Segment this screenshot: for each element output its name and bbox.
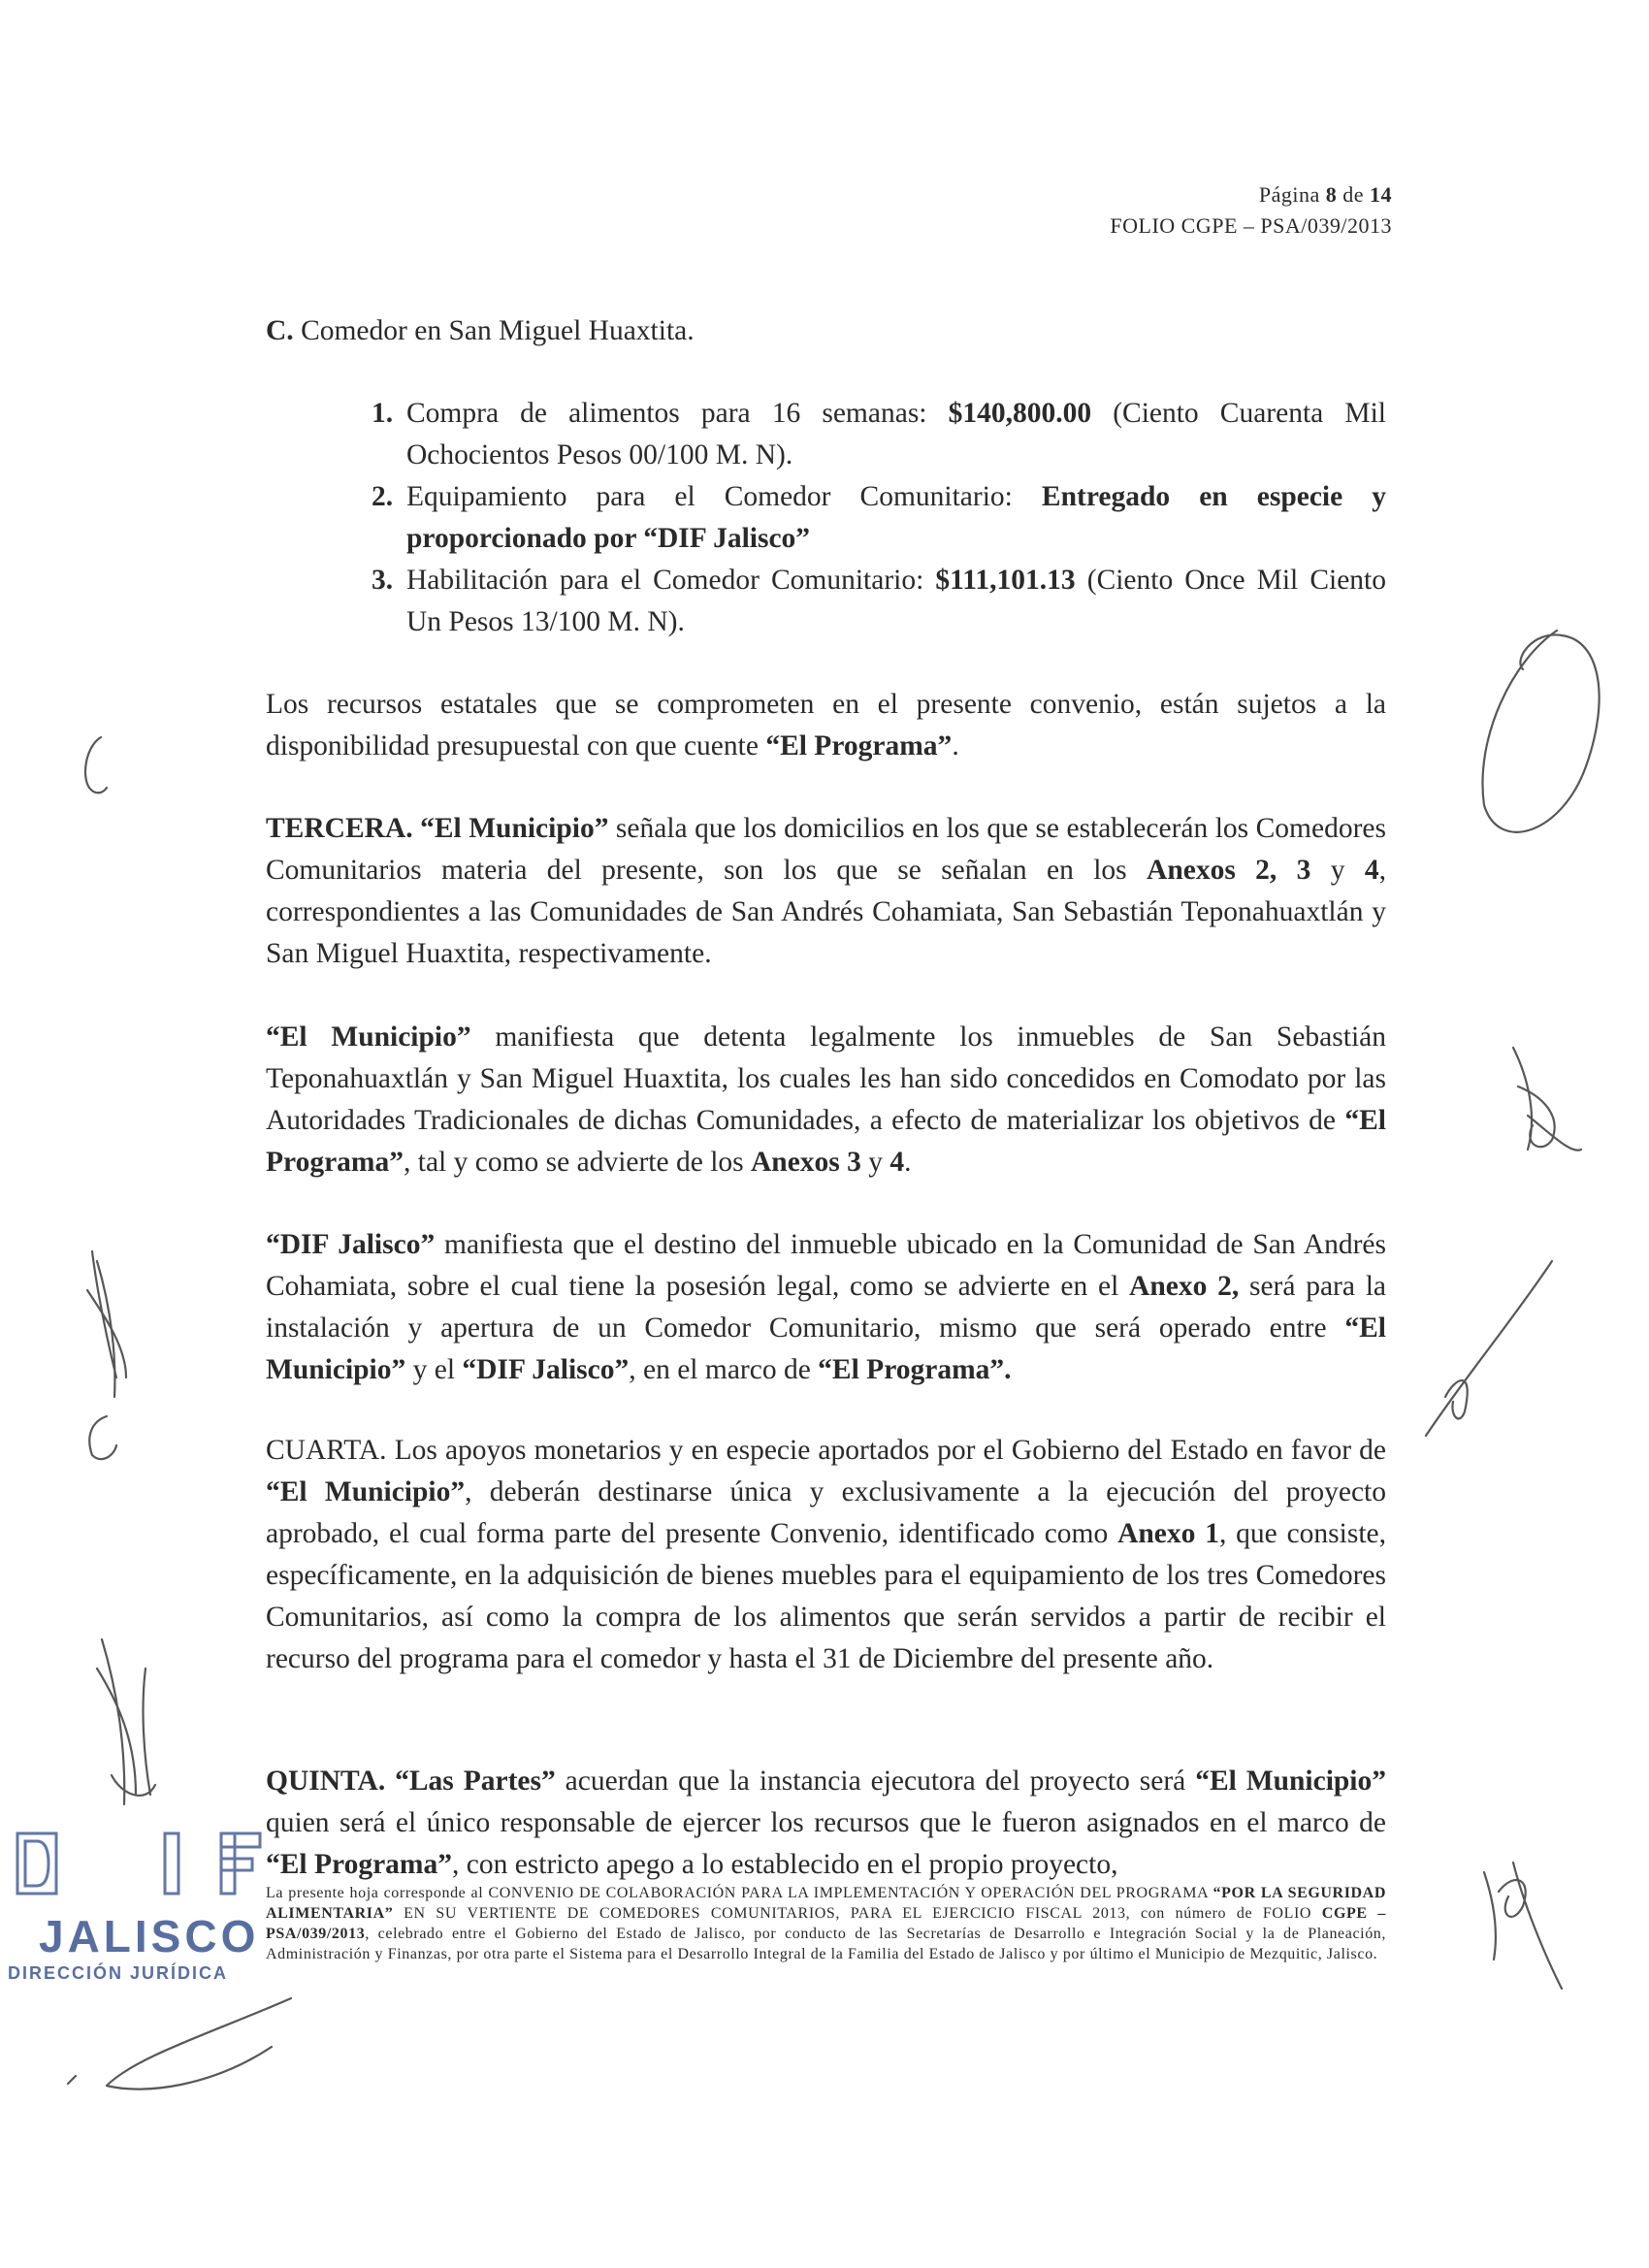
clause-quinta: QUINTA. “Las Partes” acuerdan que la instancia ejecutora del proyecto será “El Municipio” quien será el único responsable de ejercer los recursos que le fueron asignados en el marco de “El Programa”, con estricto apego a lo establecido en el propio proyecto, — [266, 1766, 1386, 1880]
item-list — [372, 393, 1386, 643]
clause-cuarta: CUARTA. Los apoyos monetarios y en especie aportados por el Gobierno del Estado en favor de “El Municipio”, deberán destinarse única y exclusivamente a la ejecución del proyecto aprobado, el cual forma parte del presente Convenio, identificado como Anexo 1, que consiste, específicamente, en la adquisición de bienes muebles para el equipamiento de los tres Comedores Comunitarios, así como la compra de los alimentos que serán servidos a partir de recibir el recurso del programa para el comedor y hasta el 31 de Diciembre del presente año. — [266, 1435, 1387, 1674]
signature-center — [1426, 1261, 1552, 1436]
stamp-state-text: JALISCO — [39, 1911, 260, 1961]
signature-left — [87, 1251, 126, 1459]
paragraph-municipio: “El Municipio” manifiesta que detenta legalmente los inmuebles de San Sebastián Teponahuaxtlán y San Miguel Huaxtita, los cuales les han sido concedidos en Comodato por las Autoridades Tradicionales de dichas Comunidades, a efecto de materializar los objetivos de “El Programa”, tal y como se advierte de los Anexos 3 y 4. — [266, 1021, 1386, 1178]
initials-mark — [1513, 1048, 1581, 1150]
list-item: 3. Habilitación para el Comedor Comunitario: $111,101.13 (Ciento Once Mil Ciento Un Pesos 13/100 M. N). — [372, 565, 1387, 637]
initials-circle — [1482, 631, 1599, 832]
folio-number: FOLIO CGPE – PSA/039/2013 — [1110, 213, 1392, 238]
list-item: 1. Compra de alimentos para 16 semanas: $140,800.00 (Ciento Cuarenta Mil Ochocientos Pesos 00/100 M. N). — [372, 398, 1386, 470]
list-item: 2. Equipamiento para el Comedor Comunitario: Entregado en especie y proporcionado por “DIF Jalisco” — [372, 481, 1386, 554]
bracket-mark — [85, 737, 107, 793]
clause-tercera: TERCERA. “El Municipio” señala que los domicilios en los que se establecerán los Comedores Comunitarios materia del presente, son los que se señalan en los Anexos 2, 3 y 4, correspondientes a las Comunidades de San Andrés Cohamiata, San Sebastián Teponahuaxtlán y San Miguel Huaxtita, respectivamente. — [266, 813, 1387, 969]
dif-jalisco-stamp — [0, 1824, 320, 2076]
stamp-dept-text: DIRECCIÓN JURÍDICA — [8, 1963, 229, 1983]
page-header — [1110, 179, 1392, 242]
section-c-heading: C. Comedor en San Miguel Huaxtita. — [266, 315, 695, 346]
page-number: Página 8 de 14 — [1258, 182, 1392, 207]
signature-lower-left — [97, 1639, 155, 1804]
paragraph-recursos: Los recursos estatales que se comprometen en el presente convenio, están sujetos a la disponibilidad presupuestal con que cuente “El Programa”. — [266, 689, 1386, 761]
paragraph-dif: “DIF Jalisco” manifiesta que el destino del inmueble ubicado en la Comunidad de San Andrés Cohamiata, sobre el cual tiene la posesión legal, como se advierte en el Anexo 2, será para la instalación y apertura de un Comedor Comunitario, mismo que será operado entre “El Municipio” y el “DIF Jalisco”, en el marco de “El Programa”. — [266, 1229, 1387, 1385]
corner-mark — [68, 2076, 76, 2084]
initials-right — [1484, 1863, 1562, 1989]
footnote: La presente hoja corresponde al CONVENIO DE COLABORACIÓN PARA LA IMPLEMENTACIÓN Y OPERACIÓN DEL PROGRAMA “POR LA SEGURIDAD ALIMENTARIA” EN SU VERTIENTE DE COMEDORES COMUNITARIOS, PARA EL EJERCICIO FISCAL 2013, con número de FOLIO CGPE – PSA/039/2013, celebrado entre el Gobierno del Estado de Jalisco, por conducto de las Secretarías de Desarrollo e Integración Social y la de Planeación, Administración y Finanzas, por otra parte el Sistema para el Desarrollo Integral de la Familia del Estado de Jalisco y por último el Municipio de Mezquitic, Jalisco. — [266, 1885, 1387, 1962]
